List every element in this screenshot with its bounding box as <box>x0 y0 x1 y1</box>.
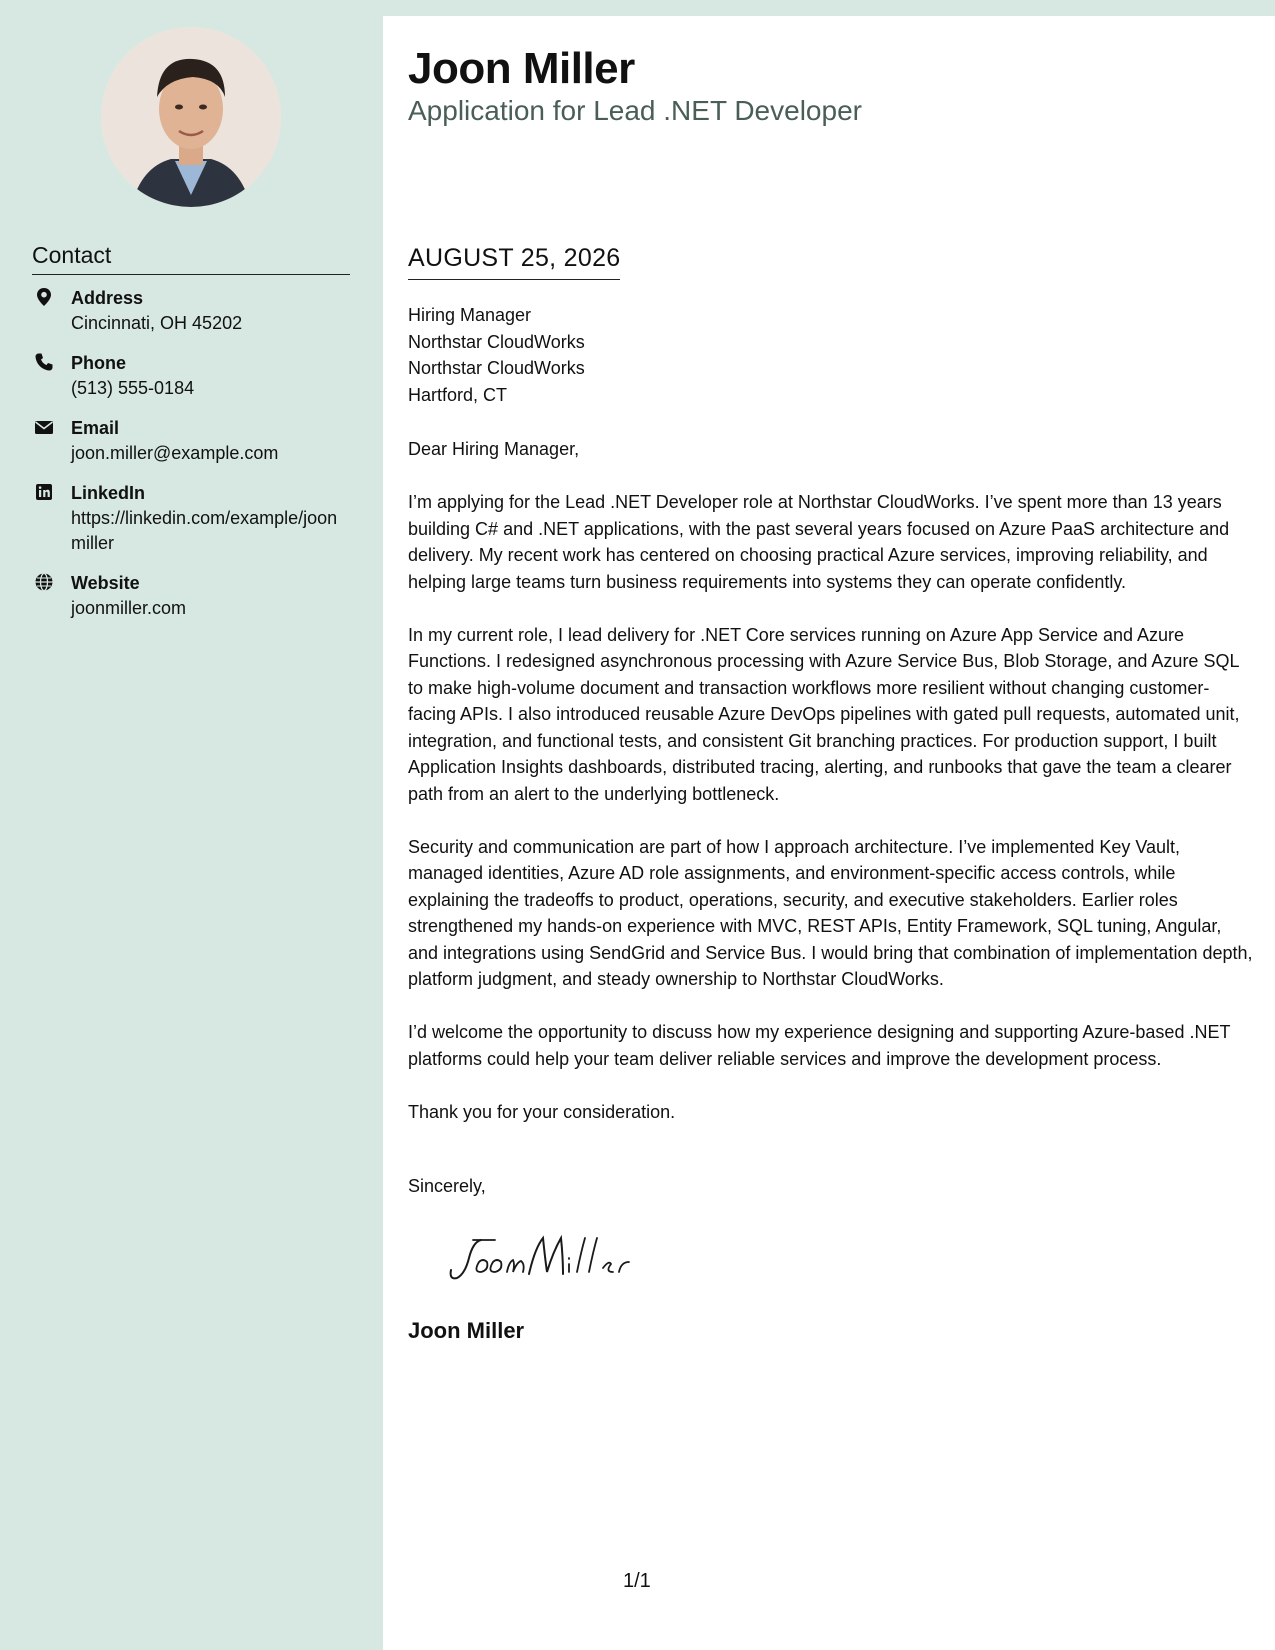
contact-item-phone <box>32 351 352 401</box>
contact-heading: Contact <box>32 242 350 275</box>
email-value[interactable]: joon.miller@example.com <box>71 443 279 463</box>
body-paragraph: I’d welcome the opportunity to discuss how my experience designing and supporting Azure-based .NET platforms could help your team deliver reliable services and improve the development process. <box>408 1022 1231 1069</box>
recipient-block <box>408 302 585 408</box>
body-paragraph: Thank you for your consideration. <box>408 1101 676 1122</box>
contact-label: Phone <box>71 353 127 373</box>
envelope-icon <box>34 417 54 437</box>
phone-icon <box>34 352 54 372</box>
recipient-line: Northstar CloudWorks <box>408 331 585 352</box>
signed-name: Joon Miller <box>408 1318 525 1343</box>
contact-item-email <box>32 416 352 466</box>
contact-label: Website <box>71 573 140 593</box>
applicant-name: Joon Miller <box>408 44 635 93</box>
contact-label: LinkedIn <box>71 483 146 503</box>
signature <box>443 1228 643 1293</box>
linkedin-icon <box>34 482 54 502</box>
contact-item-address <box>32 286 352 336</box>
recipient-line: Hiring Manager <box>408 305 532 325</box>
top-band <box>383 0 1275 16</box>
body-paragraph: I’m applying for the Lead .NET Developer role at Northstar CloudWorks. I’ve spent more than 13 years building C# and .NET applications, with the past several years focused on Azure PaaS architecture and delivery. My recent work has centered on choosing practical Azure services, improving reliability, and helping large teams turn business requirements into systems they can operate confidently. <box>408 492 1230 592</box>
letter-date: AUGUST 25, 2026 <box>408 244 620 280</box>
avatar <box>101 27 281 207</box>
globe-icon <box>34 572 54 592</box>
letter-body <box>408 489 1253 1152</box>
recipient-line: Northstar CloudWorks <box>408 358 585 378</box>
contact-item-linkedin <box>32 481 352 556</box>
greeting: Dear Hiring Manager, <box>408 439 580 459</box>
contact-label: Address <box>71 288 144 308</box>
contact-item-website <box>32 571 352 621</box>
application-subtitle: Application for Lead .NET Developer <box>408 95 862 126</box>
body-paragraph: Security and communication are part of how I approach architecture. I’ve implemented Key Vault, managed identities, Azure AD role assignments, and environment-specific access controls, while explaining the tradeoffs to product, operations, security, and executive stakeholders. Earlier roles strengthened my hands-on experience with MVC, REST APIs, Entity Framework, SQL tuning, Angular, and integrations using SendGrid and Service Bus. I would bring that combination of implementation depth, platform judgment, and steady ownership to Northstar CloudWorks. <box>408 836 1253 989</box>
address-value: Cincinnati, OH 45202 <box>71 313 243 333</box>
linkedin-value[interactable]: https://linkedin.com/example/joonmiller <box>71 508 338 553</box>
phone-value[interactable]: (513) 555-0184 <box>71 378 195 398</box>
website-value[interactable]: joonmiller.com <box>71 598 187 618</box>
sidebar <box>0 0 383 1650</box>
body-paragraph: In my current role, I lead delivery for .NET Core services running on Azure App Service and Azure Functions. I redesigned asynchronous processing with Azure Service Bus, Blob Storage, and Azure SQL to make high-volume document and transaction workflows more resilient without changing customer-facing APIs. I also introduced reusable Azure DevOps pipelines with gated pull requests, automated unit, integration, and functional tests, and consistent Git branching practices. For production support, I built Application Insights dashboards, distributed tracing, alerting, and runbooks that gave the team a clearer path from an alert to the underlying bottleneck. <box>408 624 1240 804</box>
page-number: 1/1 <box>623 1570 651 1592</box>
contact-list <box>32 286 352 636</box>
recipient-line: Hartford, CT <box>408 384 508 405</box>
closing: Sincerely, <box>408 1176 486 1196</box>
map-pin-icon <box>34 287 54 307</box>
contact-label: Email <box>71 418 120 438</box>
